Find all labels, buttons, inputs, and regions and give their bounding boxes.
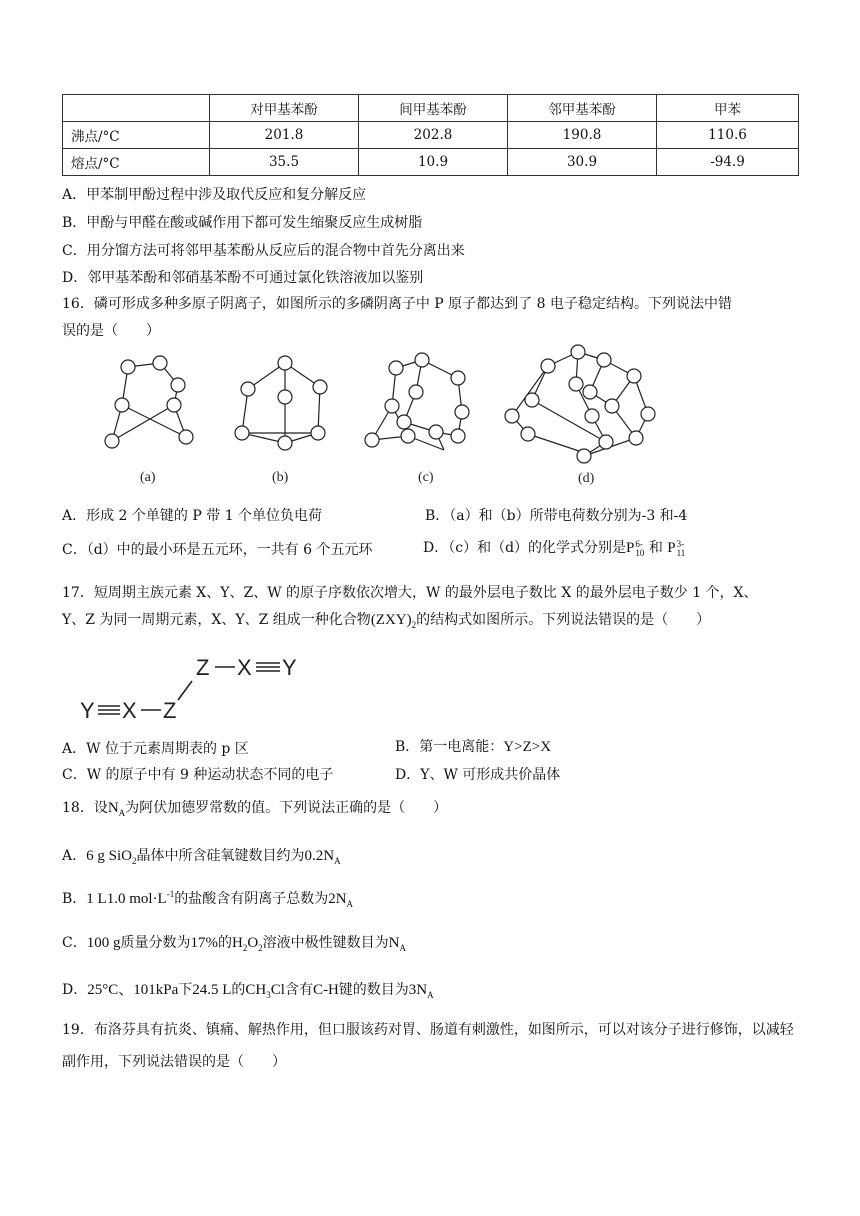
option-letter: D．: [62, 982, 88, 998]
q16-option-d: [423, 537, 685, 558]
table-header-cell: 邻甲基苯酚: [508, 95, 657, 122]
polyphosphide-figure-c: [358, 350, 478, 490]
table-row-label: 沸点/°C: [63, 122, 210, 149]
formula-subscript: 2: [258, 943, 263, 953]
formula-h2o2: [232, 935, 263, 951]
option-letter: C．: [62, 935, 87, 951]
formula-main: H: [231, 935, 243, 951]
q16-stem-line1: 16．磷可形成多种多原子阴离子，如图所示的多磷阴离子中 P 原子都达到了 8 电子稳定结构。下列说法中错: [62, 296, 732, 312]
ionization-order: Y>Z>X: [503, 739, 552, 755]
value-expression: [409, 982, 434, 998]
avogadro-symbol: [108, 800, 125, 816]
table-header-cell: 对甲基苯酚: [210, 95, 359, 122]
q17-option-b: [395, 736, 551, 756]
table-header-row: [63, 95, 799, 122]
table-header-cell: [63, 95, 210, 122]
formula-symbol: P: [626, 540, 635, 556]
q17-option-c: C．W 的原子中有 9 种运动状态不同的电子: [62, 767, 334, 783]
table-cell: 190.8: [508, 122, 657, 149]
q18-stem: [62, 797, 447, 818]
formula-main: 3N: [408, 982, 428, 998]
q18-option-c: [62, 932, 406, 953]
q16-option-a: A．形成 2 个单键的 P 带 1 个单位负电荷: [62, 508, 323, 524]
q18-stem-text: 18．设: [62, 800, 108, 816]
formula-main: N: [388, 935, 400, 951]
table-cell: 35.5: [210, 149, 359, 176]
table-header-cell: 甲苯: [657, 95, 799, 122]
formula-main: (ZXY): [370, 612, 412, 628]
atom-z: Z: [163, 698, 177, 723]
q15-option-b: B．甲酚与甲醛在酸或碱作用下都可发生缩聚反应生成树脂: [62, 215, 423, 231]
formula-symbol: P: [667, 540, 676, 556]
formula-subscript: A: [427, 990, 434, 1000]
q17-stem-text: Y、Z 为同一周期元素，X、Y、Z 组成一种化合物: [62, 612, 371, 628]
atom-z: Z: [196, 655, 210, 680]
charge-superscript: 6-: [635, 538, 643, 549]
formula-subscript: 3: [266, 990, 271, 1000]
q16-stem-line2: 误的是（ ）: [62, 323, 160, 339]
formula-sio2: [86, 848, 136, 864]
formula-zxy2: [371, 612, 416, 628]
q18-option-b: [62, 888, 353, 909]
table-row-label: 熔点/°C: [63, 149, 210, 176]
q17-stem-line2: [62, 609, 710, 630]
formula-ch3cl: [245, 982, 285, 998]
property-table: [62, 94, 799, 176]
formula-superscript: -1: [166, 889, 175, 899]
table-cell: 30.9: [508, 149, 657, 176]
figure-caption-d: (d): [578, 471, 595, 486]
formula-p10: [626, 540, 644, 556]
atom-y: Y: [80, 698, 95, 723]
formula-main: 0.2N: [304, 848, 335, 864]
table-row: [63, 122, 799, 149]
mass-expression: 100 g: [86, 935, 121, 951]
q19-stem: 19．布洛芬具有抗炎、镇痛、解热作用，但口服该药对胃、肠道有刺激性，如图所示，可以对该分子进行修饰，以减轻副作用，下列说法错误的是（ ）: [62, 1022, 794, 1070]
q16-option-d-and: 和: [648, 540, 663, 556]
option-letter: A．: [62, 848, 87, 864]
table-cell: 201.8: [210, 122, 359, 149]
polyphosphide-figure-d: [500, 342, 665, 490]
atom-x: X: [237, 655, 252, 680]
percent-value: 17%: [190, 935, 218, 951]
value-expression: [304, 848, 340, 864]
bond-label: C-H: [312, 982, 339, 998]
q16-option-c: C．（d）中的最小环是五元环，一共有 6 个五元环: [62, 542, 373, 558]
q17-stem-line1: 17．短周期主族元素 X、Y、Z、W 的原子序数依次增大，W 的最外层电子数比 X 的最外层电子数少 1 个，X、: [62, 585, 758, 601]
formula-subscript: A: [399, 943, 406, 953]
zxy2-structural-formula: [76, 648, 316, 728]
table-row: [63, 149, 799, 176]
formula-main: 1 L1.0 mol·L: [86, 891, 167, 907]
option-text: 键的数目为: [338, 982, 409, 998]
option-text: 晶体中所含硅氧键数目约为: [136, 848, 305, 864]
option-text: 溶液中极性键数目为: [262, 935, 389, 951]
formula-scripts: [635, 540, 644, 558]
value-expression: [389, 935, 406, 951]
formula-subscript: A: [334, 856, 341, 866]
formula-subscript: 2: [131, 856, 137, 866]
formula-scripts: [677, 540, 686, 558]
formula-p11: [667, 540, 685, 556]
q15-option-c: C．用分馏方法可将邻甲基苯酚从反应后的混合物中首先分离出来: [62, 243, 465, 259]
option-text: 下: [178, 982, 193, 998]
charge-superscript: 3-: [676, 538, 685, 549]
table-cell: -94.9: [657, 149, 799, 176]
concentration-expression: [86, 891, 174, 907]
option-text: 质量分数为: [120, 935, 191, 951]
value-expression: [328, 891, 353, 907]
q17-option-d: D．Y、W 可形成共价晶体: [395, 767, 561, 783]
option-letter: B．: [62, 891, 87, 907]
formula-main: CH: [245, 982, 267, 998]
q15-option-d: D．邻甲基苯酚和邻硝基苯酚不可通过氯化铁溶液加以鉴别: [62, 270, 424, 286]
condition-expression: 25°C、101kPa: [87, 982, 179, 998]
formula-main: 2N: [328, 891, 347, 907]
option-text: 的盐酸含有阴离子总数为: [174, 891, 329, 907]
q18-stem-text: 为阿伏加德罗常数的值。下列说法正确的是（ ）: [125, 800, 448, 816]
option-text: 的: [217, 935, 232, 951]
table-cell: 110.6: [657, 122, 799, 149]
q17-stem-text: 的结构式如图所示。下列说法错误的是（ ）: [416, 612, 711, 628]
formula-subscript: A: [118, 808, 126, 818]
polyphosphide-figure-b: [228, 355, 338, 490]
q16-option-d-text: D．（c）和（d）的化学式分别是: [423, 540, 627, 556]
q17-option-b-text: B．第一电离能：: [395, 739, 504, 755]
formula-subscript: A: [346, 899, 354, 909]
figure-caption-c: (c): [418, 470, 434, 485]
formula-subscript: 2: [242, 943, 248, 953]
atom-x: X: [122, 698, 137, 723]
formula-main: Cl: [270, 982, 285, 998]
figure-caption-a: (a): [140, 470, 156, 485]
volume-value: 24.5 L: [192, 982, 232, 998]
q18-option-d: [62, 978, 434, 1000]
q15-option-a: A．甲苯制甲酚过程中涉及取代反应和复分解反应: [62, 187, 367, 203]
count-subscript: 10: [635, 547, 645, 558]
formula-main: O: [247, 935, 259, 951]
formula-main: N: [107, 800, 119, 816]
polyphosphide-figure-a: [100, 355, 210, 490]
table-cell: 202.8: [359, 122, 508, 149]
figure-caption-b: (b): [272, 470, 289, 485]
count-subscript: 11: [676, 547, 686, 558]
table-cell: 10.9: [359, 149, 508, 176]
option-text: 的: [231, 982, 246, 998]
formula-subscript: 2: [411, 620, 417, 630]
formula-main: 6 g SiO: [86, 848, 132, 864]
q16-option-b: B．（a）和（b）所带电荷数分别为-3 和-4: [425, 508, 688, 524]
atom-y: Y: [282, 655, 297, 680]
table-header-cell: 间甲基苯酚: [359, 95, 508, 122]
q17-option-a: A．W 位于元素周期表的 p 区: [62, 741, 249, 757]
q18-option-a: [62, 845, 341, 866]
option-text: 含有: [284, 982, 313, 998]
